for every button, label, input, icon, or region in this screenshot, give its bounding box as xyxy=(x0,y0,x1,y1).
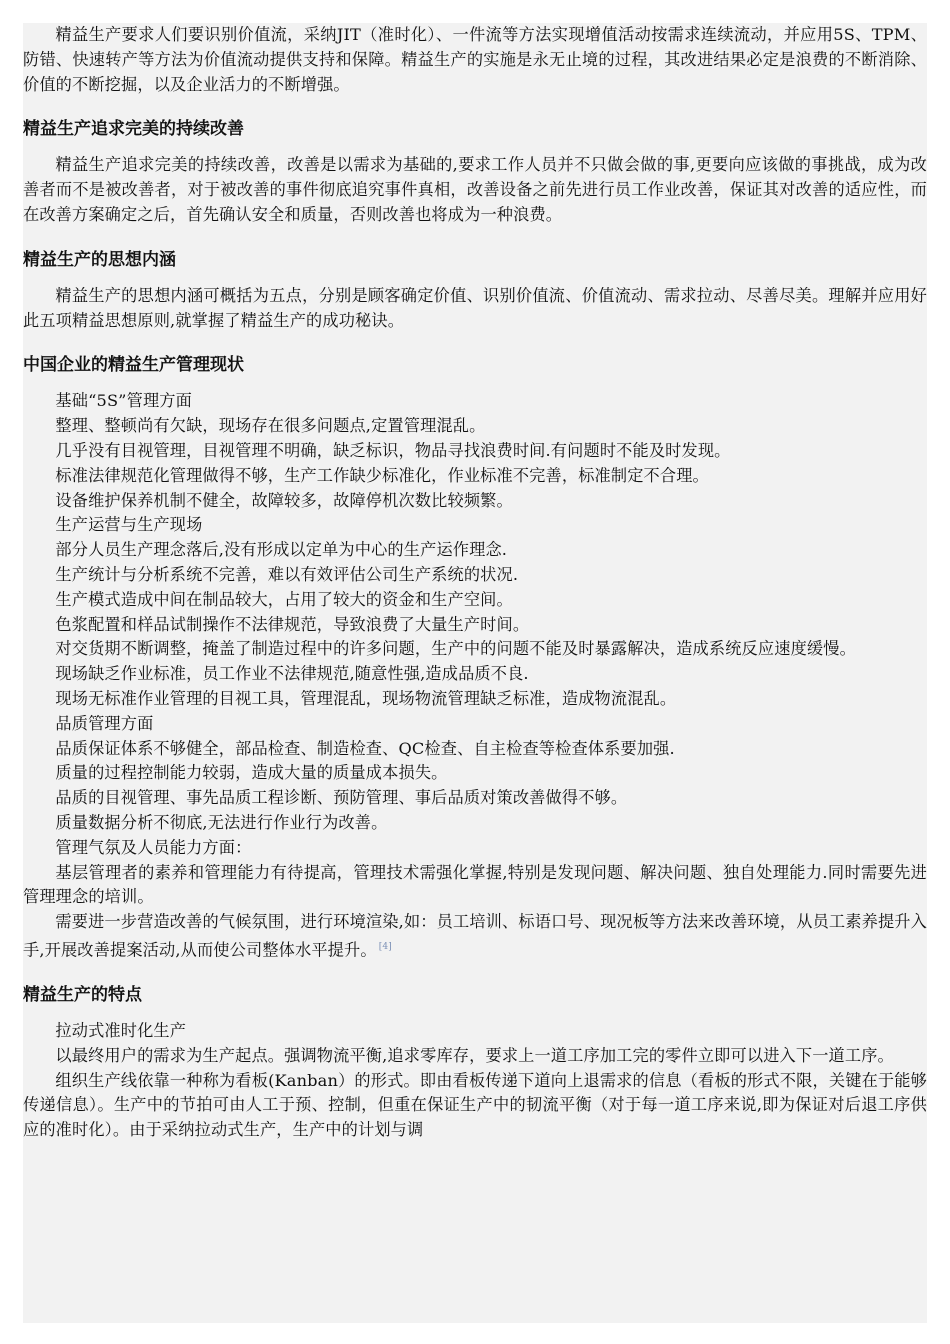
heading-china-status: 中国企业的精益生产管理现状 xyxy=(23,355,244,376)
list-item: 整理、整顿尚有欠缺，现场存在很多问题点,定置管理混乱。 xyxy=(55,416,486,436)
delivery-paragraph: 对交货期不断调整，掩盖了制造过程中的许多问题，生产中的问题不能及时暴露解决，造成系统反应速度缓慢。 xyxy=(55,639,856,659)
list-item: 拉动式准时化生产 xyxy=(55,1021,187,1041)
list-item: 生产统计与分析系统不完善，难以有效评估公司生产系统的状况. xyxy=(55,564,519,584)
kanban-paragraph: 组织生产线依靠一种称为看板(Kanban）的形式。即由看板传递下道向上退需求的信息（看板的形式不限，关键在于能够传递信息）。生产中的节拍可由人工于预、控制，但重在保证生产中的韧流平衡（对于每一道工序来说,即为保证对后退工序供应的准时化）。由于采纳拉动式生产，生产中的计划与调 xyxy=(23,1070,927,1140)
list-item: 部分人员生产理念落后,没有形成以定单为中心的生产运作理念. xyxy=(55,540,508,560)
list-item: 生产运营与生产现场 xyxy=(55,515,203,535)
list-item: 现场无标准作业管理的目视工具，管理混乱，现场物流管理缺乏标准，造成物流混乱。 xyxy=(55,688,677,708)
climate-paragraph xyxy=(23,910,927,963)
list-item: 管理气氛及人员能力方面： xyxy=(55,837,252,857)
heading-thinking-connotation: 精益生产的思想内涵 xyxy=(23,249,176,270)
list-item: 现场缺乏作业标准，员工作业不法律规范,随意性强,造成品质不良. xyxy=(55,664,529,684)
thinking-connotation-paragraph: 精益生产的思想内涵可概括为五点，分别是顾客确定价值、识别价值流、价值流动、需求拉动、尽善尽美。理解并应用好此五项精益思想原则,就掌握了精益生产的成功秘诀。 xyxy=(23,285,927,330)
intro-paragraph: 精益生产要求人们要识别价值流，采纳JIT（准时化）、一件流等方法实现增值活动按需求连续流动，并应用5S、TPM、防错、快速转产等方法为价值流动提供支持和保障。精益生产的实施是永无止境的过程，其改进结果必定是浪费的不断消除、价值的不断挖掘，以及企业活力的不断增强。 xyxy=(23,25,927,94)
continuous-improvement-paragraph: 精益生产追求完美的持续改善，改善是以需求为基础的,要求工作人员并不只做会做的事,更要向应该做的事挑战，成为改善者而不是被改善者，对于被改善的事件彻底追究事件真相，改善设备之前先进行员工作业改善，保证其对改善的适应性，而在改善方案确定之后，首先确认安全和质量，否则改善也将成为一种浪费。 xyxy=(23,155,927,224)
heading-continuous-improvement: 精益生产追求完美的持续改善 xyxy=(23,119,244,140)
heading-features: 精益生产的特点 xyxy=(23,985,142,1006)
pull-production-paragraph: 以最终用户的需求为生产起点。强调物流平衡,追求零库存，要求上一道工序加工完的零件立即可以进入下一道工序。 xyxy=(55,1045,894,1065)
list-item: 品质管理方面 xyxy=(55,713,154,733)
list-item: 品质保证体系不够健全，部品检查、制造检查、QC检查、自主检查等检查体系要加强. xyxy=(55,738,675,758)
list-item: 色浆配置和样品试制操作不法律规范，导致浪费了大量生产时间。 xyxy=(55,614,530,634)
manager-paragraph: 基层管理者的素养和管理能力有待提高，管理技术需强化掌握,特别是发现问题、解决问题、独自处理能力.同时需要先进管理理念的培训。 xyxy=(23,862,927,907)
list-item: 几乎没有目视管理，目视管理不明确，缺乏标识，物品寻找浪费时间.有问题时不能及时发现。 xyxy=(55,440,731,460)
list-item: 品质的目视管理、事先品质工程诊断、预防管理、事后品质对策改善做得不够。 xyxy=(55,788,628,808)
status-list-1 xyxy=(23,389,927,637)
list-item: 设备维护保养机制不健全，故障较多，故障停机次数比较频繁。 xyxy=(55,490,513,510)
status-list-2 xyxy=(23,662,927,860)
list-item: 生产模式造成中间在制品较大，占用了较大的资金和生产空间。 xyxy=(55,589,513,609)
list-item: 质量的过程控制能力较弱，造成大量的质量成本损失。 xyxy=(55,763,448,783)
list-item: 质量数据分析不彻底,无法进行作业行为改善。 xyxy=(55,812,388,832)
list-item: 标准法律规范化管理做得不够，生产工作缺少标准化，作业标准不完善，标准制定不合理。 xyxy=(55,465,709,485)
document-page xyxy=(23,23,927,1323)
list-item: 基础“5S”管理方面 xyxy=(55,391,192,411)
climate-paragraph-text: 需要进一步营造改善的气候氛围，进行环境渲染,如：员工培训、标语口号、现况板等方法来改善环境，从员工素养提升入手,开展改善提案活动,从而使公司整体水平提升。 xyxy=(23,912,927,960)
citation-link[interactable]: [4] xyxy=(378,941,392,952)
